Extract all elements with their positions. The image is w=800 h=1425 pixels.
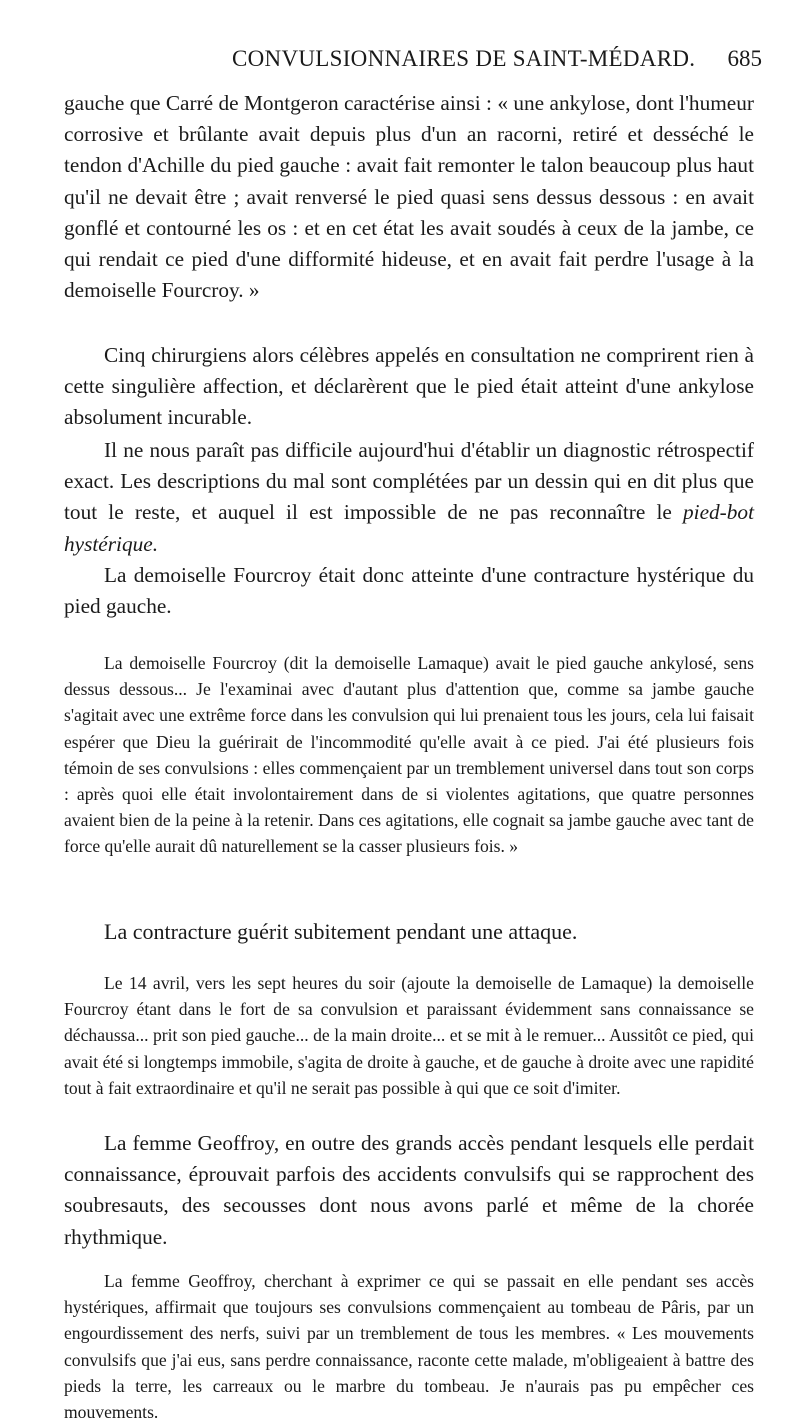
quote-geoffroy: La femme Geoffroy, cherchant à exprimer ce qui se passait en elle pendant ses accès hystériques, affirmait que toujours ses convulsions commençaient au tombeau de Pâris, par un engourdissement des nerfs, suivi par un tremblement de tous les membres. « Les mouvements convulsifs que j'ai eus, sans perdre connaissance, raconte cette malade, m'obligeaient à battre des pieds la terre, les carreaux ou le marbre du tombeau. Je n'aurais pas pu empêcher ces mouvements. (64, 1271, 754, 1423)
paragraph-geoffroy: La femme Geoffroy, en outre des grands accès pendant lesquels elle perdait connaissance, éprouvait parfois des accidents convulsifs qui se rapprochent des soubresauts, des secousses dont nous avons parlé et même de la chorée rhythmique. (64, 1131, 754, 1249)
page-number: 685 (727, 46, 762, 71)
chapter-title: CONVULSIONNAIRES DE SAINT-MÉDARD. (232, 46, 696, 71)
paragraph-diagnostic (64, 435, 754, 560)
quote-lamaque: La demoiselle Fourcroy (dit la demoiselle Lamaque) avait le pied gauche ankylosé, sens dessus dessous... Je l'examinai avec d'autant plus d'attention que, comme sa jambe gauche s'agitait avec une extrême force dans les convulsion qui lui prenaient tous les jours, cela lui faisait espérer que Dieu la guérirait de l'incommodité qu'elle avait à ce pied. J'ai été plusieurs fois témoin de ses convulsions : elles commençaient par un tremblement universel dans tout son corps : après quoi elle était involontairement dans de si violentes agitations, que quatre personnes avaient bien de la peine à la retenir. Dans ces agitations, elle cognait sa jambe gauche avec tant de force qu'elle aurait dû naturellement se la casser plusieurs fois. » (64, 653, 754, 857)
paragraph-chirurgiens: Cinq chirurgiens alors célèbres appelés en consultation ne comprirent rien à cette singulière affection, et déclarèrent que le pied était atteint d'une ankylose absolument incurable. (64, 343, 754, 430)
paragraph-carre-quote: gauche que Carré de Montgeron caractérise ainsi : « une ankylose, dont l'humeur corrosive et brûlante avait depuis plus d'un an racorni, retiré et desséché le tendon d'Achille du pied gauche : avait fait remonter le talon beaucoup plus haut qu'il ne devait être ; avait renversé le pied quasi sens dessus dessous : en avait gonflé et contourné les os : et en cet état les avait soudés à ceux de la jambe, ce qui rendait ce pied d'une difformité hideuse, et en avait fait perdre l'usage à la demoiselle Fourcroy. » (64, 91, 754, 303)
section-heading: La contracture guérit subitement pendant une attaque. (104, 919, 578, 944)
pied-bot-term: pied-bot hystérique. (64, 500, 754, 556)
running-header (100, 46, 762, 76)
diagnostic-text: Il ne nous paraît pas difficile aujourd'hui d'établir un diagnostic rétrospectif exact. Les descriptions du mal sont complétées par un dessin qui en dit plus que tout le reste, et auquel il est impossible de ne pas reconnaître le (64, 438, 754, 525)
paragraph-conclusion: La demoiselle Fourcroy était donc atteinte d'une contracture hystérique du pied gauche. (64, 563, 754, 619)
quote-guerison: Le 14 avril, vers les sept heures du soir (ajoute la demoiselle de Lamaque) la demoiselle Fourcroy étant dans le fort de sa convulsion et paraissant évidemment sans connaissance se déchaussa... prit son pied gauche... de la main droite... et se mit à le remuer... Aussitôt ce pied, qui avait été si longtemps immobile, s'agita de droite à gauche, et de gauche à droite avec une rapidité tout à fait extraordinaire et qu'il ne serait pas possible à qui que ce soit d'imiter. (64, 973, 754, 1098)
